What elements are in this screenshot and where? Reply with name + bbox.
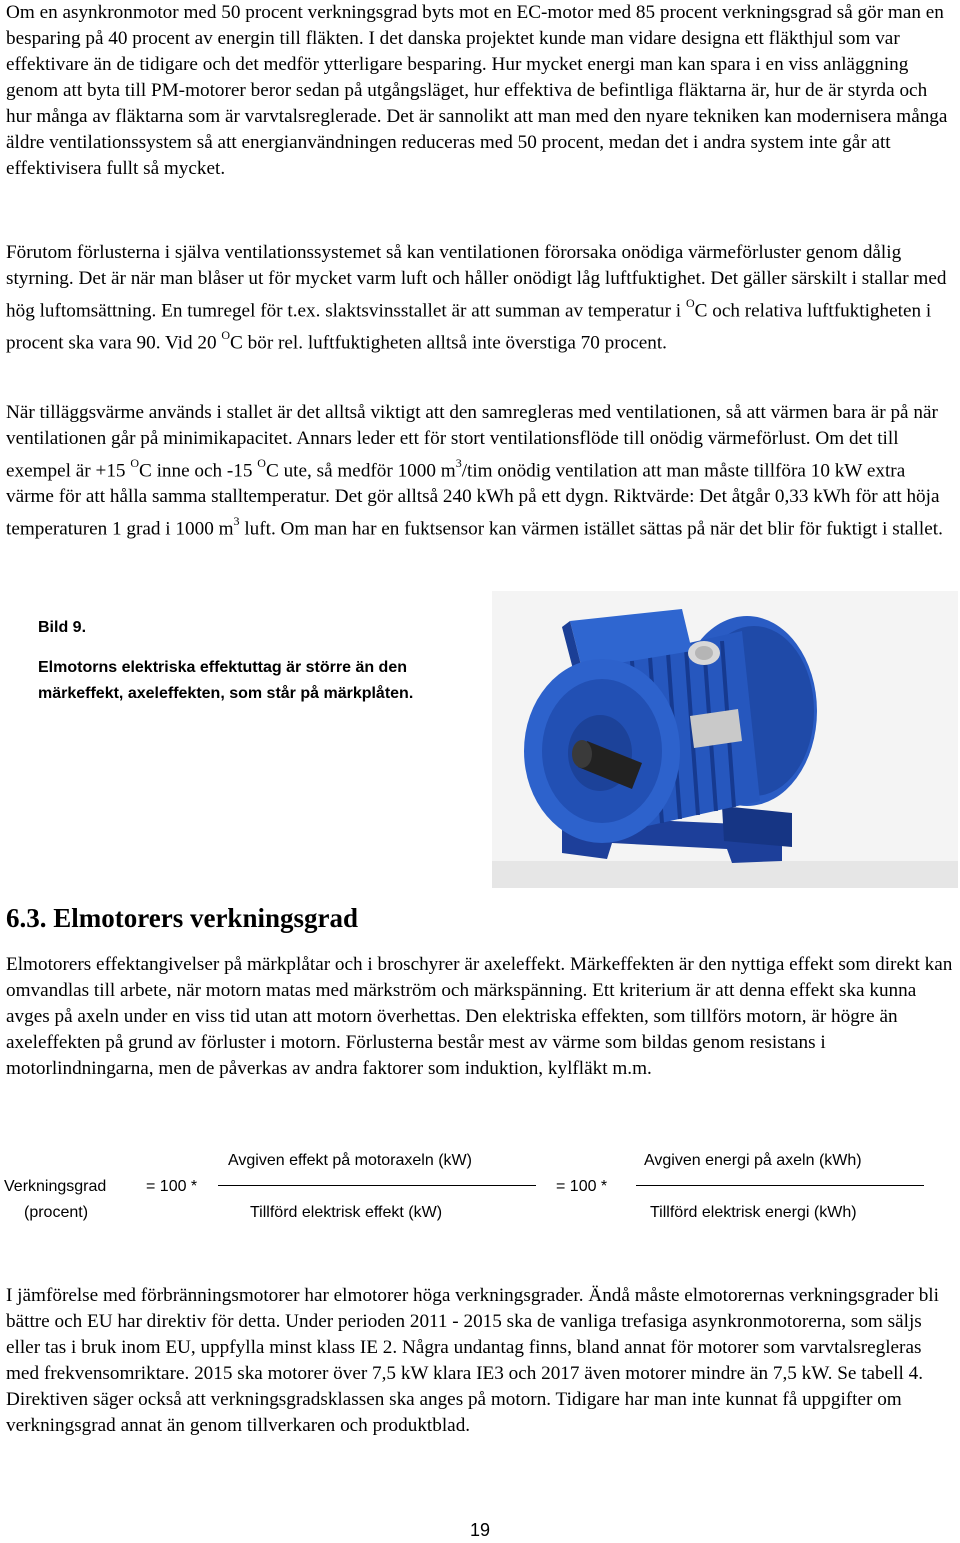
paragraph-motor-power-ratings: Elmotorers effektangivelser på märkplåtar och i broschyrer är axeleffekt. Märkeffekten är den nyttiga effekt som direkt kan omvandlas till arbete, när motorn matas med märkström och märkspänning. Ett kriterium är att denna effekt ska kunna avges på axeln under en viss tid utan att motorn överhettas. Den elektriska effekten, som tillförs motorn, är högre än axeleffekten på grund av förluster i motorn. Förlusterna består mest av värme som bildas genom resistans i motorlindningarna, men de påverkas av andra faktorer som induktion, kylfläkt m.m. (6, 954, 953, 1079)
fraction-bar (636, 1185, 924, 1186)
formula-numerator: Avgiven effekt på motoraxeln (kW) (228, 1152, 472, 1169)
text-segment: /tim onödig ventilation att man måste tillföra 10 kW extra värme för att hålla samma stalltemperatur. Det gör alltså 240 kWh på ett dygn. Riktvärde: Det åtgår 0,33 kWh för att höja temperaturen 1 grad i 1000 m (6, 460, 940, 540)
efficiency-formula (0, 1146, 960, 1236)
paragraph-heat-loss (6, 240, 954, 357)
electric-motor-photo (492, 591, 958, 888)
formula-lhs-label: Verkningsgrad (4, 1178, 107, 1195)
degree-superscript: O (130, 456, 139, 470)
formula-denominator: Tillförd elektrisk energi (kWh) (650, 1204, 857, 1221)
figure-number: Bild 9. (38, 619, 87, 636)
paragraph-ec-motor-savings: Om en asynkronmotor med 50 procent verkningsgrad byts mot en EC-motor med 85 procent verkningsgrad så gör man en besparing på 40 procent av energin till fläkten. I det danska projektet kunde man vidare designa ett fläkthjul som var effektivare än de tidigare och det medför ytterligare besparing. Hur mycket energi man kan spara i en viss anläggning genom att byta till PM-motorer beror sedan på utgångsläget, hur effektiva de befintliga fläktarna är, hur de är styrda och hur många av fläktarna som är varvtalsreglerade. Det är sannolikt att man med den nyare tekniken kan modernisera många äldre ventilationssystem så att energianvändningen reduceras med 50 procent, medan det i andra system inte går att effektivisera fullt så mycket. (6, 2, 948, 179)
paragraph-supplementary-heat (6, 400, 954, 543)
cube-superscript: 3 (233, 514, 240, 529)
text-segment: Förutom förlusterna i själva ventilationssystemet så kan ventilationen förorsaka onödiga värmeförluster genom dålig styrning. Det är när man blåser ut för mycket varm luft och håller onödigt låg luftfuktighet. Det gäller särskilt i stallar med hög luftomsättning. En tumregel för t.ex. slaktsvinsstallet är att summan av temperatur i (6, 242, 947, 322)
formula-factor: = 100 * (146, 1178, 198, 1195)
formula-lhs-unit: (procent) (24, 1204, 89, 1221)
section-heading: 6.3. Elmotorers verkningsgrad (6, 903, 358, 933)
text-segment: C och relativa luftfuktigheten i procent ska vara 90. Vid 20 (6, 300, 932, 354)
text-segment: luft. Om man har en fuktsensor kan värmen istället sättas på när det blir för fuktigt i stallet. (239, 518, 943, 540)
paragraph-eu-directives: I jämförelse med förbränningsmotorer har elmotorer höga verkningsgrader. Ändå måste elmotorernas verkningsgrader bli bättre och EU har direktiv för detta. Under perioden 2011 - 2015 ska de vanliga trefasiga asynkronmotorerna, som säljs eller tas i bruk inom EU, uppfylla minst klass IE 2. Några undantag finns, bland annat för motorer som varvtalsregleras med frekvensomriktare. 2015 ska motorer över 7,5 kW klara IE3 och 2017 även motorer mindre än 7,5 kW. Se tabell 4. Direktiven säger också att verkningsgradsklassen ska anges på motorn. Tidigare har man inte kunnat få uppgifter om verkningsgrad annat än genom tillverkaren och produktblad. (6, 1285, 939, 1436)
figure-caption (38, 615, 458, 707)
degree-superscript: O (257, 456, 266, 470)
fraction-bar (218, 1185, 536, 1186)
formula-factor: = 100 * (556, 1178, 608, 1195)
text-segment: C ute, så medför 1000 m (265, 460, 456, 482)
formula-denominator: Tillförd elektrisk effekt (kW) (250, 1204, 443, 1221)
degree-superscript: O (685, 296, 695, 310)
figure-caption-text: Elmotorns elektriska effektuttag är större än den märkeffekt, axeleffekten, som står på märkplåten. (38, 659, 414, 702)
degree-superscript: O (221, 328, 231, 343)
text-segment: C bör rel. luftfuktigheten alltså inte överstiga 70 procent. (230, 332, 667, 354)
text-segment: C inne och -15 (138, 460, 258, 482)
formula-numerator: Avgiven energi på axeln (kWh) (644, 1152, 862, 1169)
cube-superscript: 3 (455, 456, 462, 470)
text-segment: När tilläggsvärme används i stallet är det alltså viktigt att den samregleras med ventilationen, så att värmen bara är på när ventilationen går på minimikapacitet. Annars leder ett för stort ventilationsflöde till onödig värmeförlust. Om det till exempel är +15 (6, 402, 938, 482)
page-number: 19 (469, 1520, 491, 1540)
